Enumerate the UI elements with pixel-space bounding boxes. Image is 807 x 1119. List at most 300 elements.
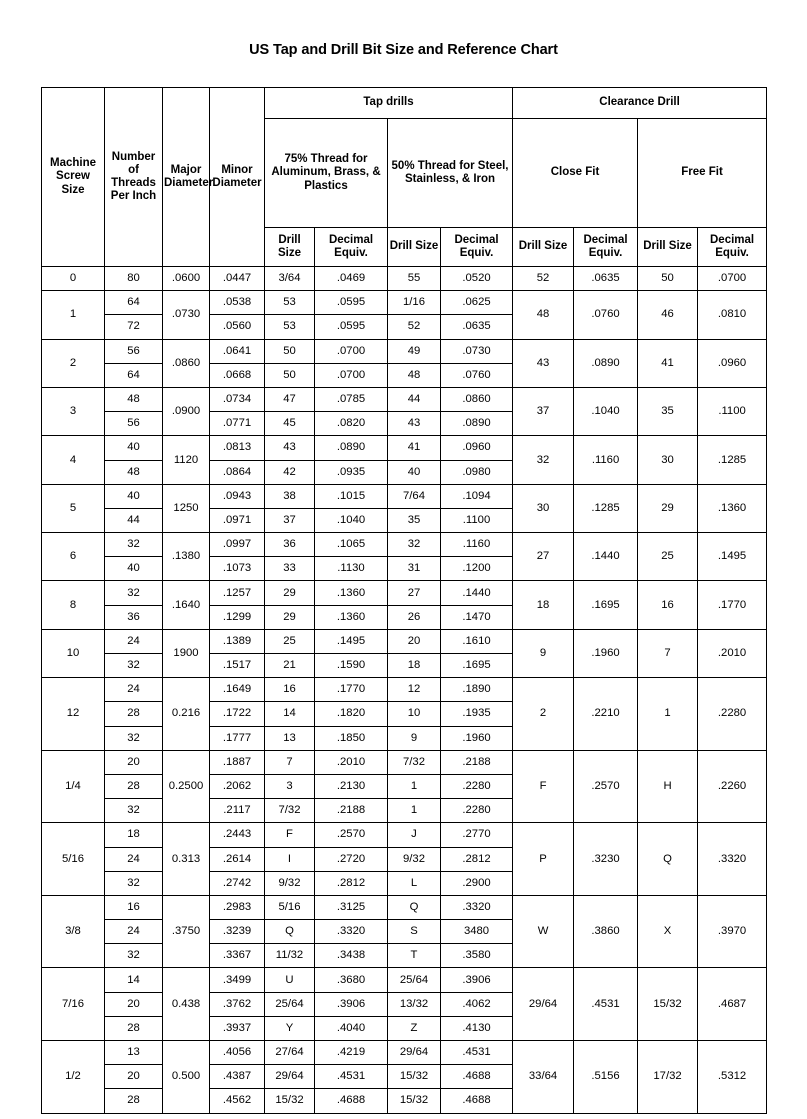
cell-machine-screw-size: 8	[42, 581, 105, 629]
cell-decimal-equiv-50: .0635	[441, 315, 513, 339]
cell-drill-size-50: 1/16	[388, 291, 441, 315]
cell-free-fit-drill-size: 41	[638, 339, 698, 387]
cell-drill-size-75: 9/32	[265, 871, 315, 895]
cell-decimal-equiv-75: .1820	[315, 702, 388, 726]
header-major-diameter: Major Diameter	[163, 88, 210, 267]
cell-decimal-equiv-50: .1960	[441, 726, 513, 750]
cell-free-fit-drill-size: Q	[638, 823, 698, 896]
cell-free-fit-decimal-equiv: .3970	[698, 895, 767, 968]
cell-close-fit-decimal-equiv: .2570	[574, 750, 638, 823]
cell-drill-size-75: 50	[265, 339, 315, 363]
cell-decimal-equiv-75: .2010	[315, 750, 388, 774]
cell-drill-size-50: 20	[388, 629, 441, 653]
cell-drill-size-75: 29/64	[265, 1065, 315, 1089]
cell-threads-per-inch: 40	[105, 484, 163, 508]
table-row	[42, 533, 767, 557]
header-decimal-equiv-free: Decimal Equiv.	[698, 228, 767, 267]
cell-decimal-equiv-75: .3438	[315, 944, 388, 968]
cell-machine-screw-size: 1/4	[42, 750, 105, 823]
cell-decimal-equiv-50: .1200	[441, 557, 513, 581]
cell-minor-diameter: .4056	[210, 1041, 265, 1065]
cell-threads-per-inch: 80	[105, 267, 163, 291]
cell-drill-size-75: 11/32	[265, 944, 315, 968]
cell-minor-diameter: .0641	[210, 339, 265, 363]
cell-minor-diameter: .3239	[210, 920, 265, 944]
cell-minor-diameter: .0560	[210, 315, 265, 339]
table-row	[42, 823, 767, 847]
cell-decimal-equiv-50: .1695	[441, 654, 513, 678]
cell-drill-size-75: U	[265, 968, 315, 992]
cell-threads-per-inch: 32	[105, 726, 163, 750]
cell-minor-diameter: .1722	[210, 702, 265, 726]
cell-drill-size-75: 42	[265, 460, 315, 484]
cell-decimal-equiv-75: .0700	[315, 363, 388, 387]
cell-major-diameter: 0.438	[163, 968, 210, 1041]
cell-threads-per-inch: 20	[105, 1065, 163, 1089]
cell-minor-diameter: .0943	[210, 484, 265, 508]
cell-decimal-equiv-75: .0469	[315, 267, 388, 291]
table-row	[42, 895, 767, 919]
cell-minor-diameter: .0813	[210, 436, 265, 460]
cell-threads-per-inch: 72	[105, 315, 163, 339]
cell-threads-per-inch: 64	[105, 291, 163, 315]
table-row	[42, 1041, 767, 1065]
cell-close-fit-drill-size: 33/64	[513, 1041, 574, 1114]
cell-drill-size-75: 50	[265, 363, 315, 387]
cell-decimal-equiv-50: .4688	[441, 1089, 513, 1113]
cell-drill-size-50: 48	[388, 363, 441, 387]
table-row	[42, 339, 767, 363]
cell-decimal-equiv-75: .1360	[315, 581, 388, 605]
cell-decimal-equiv-75: .0595	[315, 315, 388, 339]
cell-drill-size-75: 14	[265, 702, 315, 726]
cell-drill-size-50: J	[388, 823, 441, 847]
cell-decimal-equiv-75: .1040	[315, 508, 388, 532]
cell-drill-size-50: 9	[388, 726, 441, 750]
cell-minor-diameter: .0734	[210, 387, 265, 411]
cell-machine-screw-size: 4	[42, 436, 105, 484]
cell-free-fit-drill-size: 30	[638, 436, 698, 484]
cell-decimal-equiv-75: .3320	[315, 920, 388, 944]
cell-machine-screw-size: 1	[42, 291, 105, 339]
cell-drill-size-50: 15/32	[388, 1089, 441, 1113]
cell-minor-diameter: .4562	[210, 1089, 265, 1113]
cell-decimal-equiv-50: .0625	[441, 291, 513, 315]
cell-drill-size-50: 29/64	[388, 1041, 441, 1065]
cell-minor-diameter: .0447	[210, 267, 265, 291]
cell-free-fit-decimal-equiv: .3320	[698, 823, 767, 896]
cell-free-fit-drill-size: 29	[638, 484, 698, 532]
cell-threads-per-inch: 20	[105, 750, 163, 774]
cell-close-fit-drill-size: 48	[513, 291, 574, 339]
cell-decimal-equiv-75: .1590	[315, 654, 388, 678]
cell-machine-screw-size: 12	[42, 678, 105, 751]
table-row	[42, 750, 767, 774]
cell-close-fit-decimal-equiv: .1160	[574, 436, 638, 484]
cell-threads-per-inch: 32	[105, 581, 163, 605]
cell-drill-size-75: 38	[265, 484, 315, 508]
cell-machine-screw-size: 7/16	[42, 968, 105, 1041]
cell-threads-per-inch: 16	[105, 895, 163, 919]
cell-decimal-equiv-50: .2188	[441, 750, 513, 774]
cell-decimal-equiv-75: .3680	[315, 968, 388, 992]
cell-close-fit-drill-size: 18	[513, 581, 574, 629]
header-decimal-equiv-75: Decimal Equiv.	[315, 228, 388, 267]
cell-decimal-equiv-75: .1015	[315, 484, 388, 508]
cell-drill-size-75: 3/64	[265, 267, 315, 291]
cell-close-fit-decimal-equiv: .1285	[574, 484, 638, 532]
cell-close-fit-drill-size: 29/64	[513, 968, 574, 1041]
cell-minor-diameter: .1389	[210, 629, 265, 653]
cell-decimal-equiv-75: .3125	[315, 895, 388, 919]
cell-drill-size-50: 27	[388, 581, 441, 605]
cell-decimal-equiv-75: .4219	[315, 1041, 388, 1065]
header-decimal-equiv-50: Decimal Equiv.	[441, 228, 513, 267]
cell-drill-size-75: 47	[265, 387, 315, 411]
cell-threads-per-inch: 32	[105, 944, 163, 968]
table-row	[42, 291, 767, 315]
cell-drill-size-50: Z	[388, 1016, 441, 1040]
cell-major-diameter: 0.2500	[163, 750, 210, 823]
cell-close-fit-decimal-equiv: .0890	[574, 339, 638, 387]
cell-minor-diameter: .1649	[210, 678, 265, 702]
cell-minor-diameter: .2443	[210, 823, 265, 847]
cell-decimal-equiv-75: .1360	[315, 605, 388, 629]
cell-minor-diameter: .0864	[210, 460, 265, 484]
cell-drill-size-75: 16	[265, 678, 315, 702]
cell-drill-size-75: 5/16	[265, 895, 315, 919]
cell-decimal-equiv-50: .0860	[441, 387, 513, 411]
cell-decimal-equiv-75: .0820	[315, 412, 388, 436]
header-group-clearance-drill: Clearance Drill	[513, 88, 767, 119]
header-drill-size-75: Drill Size	[265, 228, 315, 267]
cell-decimal-equiv-50: .1610	[441, 629, 513, 653]
cell-drill-size-50: 13/32	[388, 992, 441, 1016]
cell-decimal-equiv-75: .2188	[315, 799, 388, 823]
cell-decimal-equiv-75: .1850	[315, 726, 388, 750]
cell-free-fit-drill-size: 46	[638, 291, 698, 339]
cell-drill-size-50: 7/64	[388, 484, 441, 508]
cell-decimal-equiv-75: .1130	[315, 557, 388, 581]
cell-minor-diameter: .1299	[210, 605, 265, 629]
cell-minor-diameter: .2614	[210, 847, 265, 871]
cell-threads-per-inch: 20	[105, 992, 163, 1016]
header-drill-size-close: Drill Size	[513, 228, 574, 267]
cell-threads-per-inch: 28	[105, 1089, 163, 1113]
cell-decimal-equiv-50: .2280	[441, 799, 513, 823]
cell-threads-per-inch: 28	[105, 702, 163, 726]
cell-decimal-equiv-75: .3906	[315, 992, 388, 1016]
cell-decimal-equiv-75: .2570	[315, 823, 388, 847]
cell-close-fit-decimal-equiv: .5156	[574, 1041, 638, 1114]
cell-threads-per-inch: 24	[105, 920, 163, 944]
cell-close-fit-drill-size: 32	[513, 436, 574, 484]
cell-free-fit-decimal-equiv: .2280	[698, 678, 767, 751]
cell-free-fit-drill-size: H	[638, 750, 698, 823]
cell-decimal-equiv-75: .4040	[315, 1016, 388, 1040]
cell-drill-size-50: 32	[388, 533, 441, 557]
cell-decimal-equiv-50: .0960	[441, 436, 513, 460]
cell-threads-per-inch: 13	[105, 1041, 163, 1065]
cell-minor-diameter: .0997	[210, 533, 265, 557]
cell-drill-size-50: 43	[388, 412, 441, 436]
cell-minor-diameter: .3367	[210, 944, 265, 968]
cell-threads-per-inch: 44	[105, 508, 163, 532]
cell-close-fit-drill-size: 27	[513, 533, 574, 581]
cell-drill-size-50: 12	[388, 678, 441, 702]
cell-drill-size-75: 3	[265, 774, 315, 798]
cell-drill-size-75: F	[265, 823, 315, 847]
header-threads-per-inch: Number of Threads Per Inch	[105, 88, 163, 267]
cell-drill-size-75: 25	[265, 629, 315, 653]
cell-major-diameter: .1640	[163, 581, 210, 629]
header-decimal-equiv-close: Decimal Equiv.	[574, 228, 638, 267]
cell-close-fit-drill-size: 2	[513, 678, 574, 751]
cell-minor-diameter: .3499	[210, 968, 265, 992]
cell-free-fit-decimal-equiv: .1770	[698, 581, 767, 629]
cell-drill-size-50: 44	[388, 387, 441, 411]
cell-major-diameter: 0.313	[163, 823, 210, 896]
cell-drill-size-50: 52	[388, 315, 441, 339]
header-75-percent-thread: 75% Thread for Aluminum, Brass, & Plastics	[265, 119, 388, 228]
cell-decimal-equiv-50: .1440	[441, 581, 513, 605]
header-close-fit: Close Fit	[513, 119, 638, 228]
cell-free-fit-decimal-equiv: .2260	[698, 750, 767, 823]
cell-decimal-equiv-75: .1065	[315, 533, 388, 557]
cell-minor-diameter: .1777	[210, 726, 265, 750]
cell-free-fit-decimal-equiv: .5312	[698, 1041, 767, 1114]
cell-threads-per-inch: 32	[105, 871, 163, 895]
cell-decimal-equiv-50: .1890	[441, 678, 513, 702]
cell-close-fit-drill-size: 30	[513, 484, 574, 532]
cell-decimal-equiv-75: .0890	[315, 436, 388, 460]
cell-major-diameter: 1120	[163, 436, 210, 484]
cell-free-fit-decimal-equiv: .4687	[698, 968, 767, 1041]
cell-drill-size-50: 26	[388, 605, 441, 629]
cell-drill-size-50: Q	[388, 895, 441, 919]
cell-close-fit-decimal-equiv: .3860	[574, 895, 638, 968]
cell-major-diameter: 1250	[163, 484, 210, 532]
cell-drill-size-75: 15/32	[265, 1089, 315, 1113]
cell-decimal-equiv-50: .4130	[441, 1016, 513, 1040]
cell-decimal-equiv-75: .1770	[315, 678, 388, 702]
cell-decimal-equiv-50: .1100	[441, 508, 513, 532]
cell-drill-size-75: 45	[265, 412, 315, 436]
cell-drill-size-75: 7/32	[265, 799, 315, 823]
cell-threads-per-inch: 64	[105, 363, 163, 387]
cell-close-fit-drill-size: 9	[513, 629, 574, 677]
cell-close-fit-decimal-equiv: .4531	[574, 968, 638, 1041]
cell-close-fit-drill-size: 52	[513, 267, 574, 291]
header-50-percent-thread: 50% Thread for Steel, Stainless, & Iron	[388, 119, 513, 228]
cell-close-fit-decimal-equiv: .1440	[574, 533, 638, 581]
cell-drill-size-75: 33	[265, 557, 315, 581]
cell-decimal-equiv-50: .1935	[441, 702, 513, 726]
cell-free-fit-drill-size: 17/32	[638, 1041, 698, 1114]
cell-free-fit-decimal-equiv: .1360	[698, 484, 767, 532]
table-row	[42, 581, 767, 605]
cell-free-fit-drill-size: 35	[638, 387, 698, 435]
cell-drill-size-75: 29	[265, 605, 315, 629]
cell-decimal-equiv-50: .2900	[441, 871, 513, 895]
cell-drill-size-50: 10	[388, 702, 441, 726]
cell-major-diameter: .0600	[163, 267, 210, 291]
table-body	[42, 267, 767, 1114]
cell-threads-per-inch: 32	[105, 533, 163, 557]
cell-decimal-equiv-75: .2812	[315, 871, 388, 895]
cell-close-fit-decimal-equiv: .3230	[574, 823, 638, 896]
cell-decimal-equiv-75: .4531	[315, 1065, 388, 1089]
cell-close-fit-drill-size: F	[513, 750, 574, 823]
cell-major-diameter: .1380	[163, 533, 210, 581]
cell-minor-diameter: .1073	[210, 557, 265, 581]
cell-close-fit-decimal-equiv: .1695	[574, 581, 638, 629]
cell-close-fit-drill-size: P	[513, 823, 574, 896]
cell-threads-per-inch: 14	[105, 968, 163, 992]
cell-machine-screw-size: 3	[42, 387, 105, 435]
cell-drill-size-75: 27/64	[265, 1041, 315, 1065]
cell-drill-size-75: I	[265, 847, 315, 871]
cell-drill-size-75: 7	[265, 750, 315, 774]
cell-drill-size-75: Y	[265, 1016, 315, 1040]
cell-minor-diameter: .1257	[210, 581, 265, 605]
cell-drill-size-75: 37	[265, 508, 315, 532]
cell-machine-screw-size: 5	[42, 484, 105, 532]
cell-decimal-equiv-50: .1094	[441, 484, 513, 508]
cell-decimal-equiv-50: .0730	[441, 339, 513, 363]
header-drill-size-50: Drill Size	[388, 228, 441, 267]
cell-drill-size-50: 35	[388, 508, 441, 532]
cell-close-fit-decimal-equiv: .0635	[574, 267, 638, 291]
cell-drill-size-50: 9/32	[388, 847, 441, 871]
cell-major-diameter: .3750	[163, 895, 210, 968]
cell-machine-screw-size: 10	[42, 629, 105, 677]
cell-free-fit-drill-size: 7	[638, 629, 698, 677]
cell-decimal-equiv-50: .2812	[441, 847, 513, 871]
cell-decimal-equiv-50: .0890	[441, 412, 513, 436]
cell-threads-per-inch: 36	[105, 605, 163, 629]
cell-close-fit-decimal-equiv: .0760	[574, 291, 638, 339]
cell-drill-size-50: 49	[388, 339, 441, 363]
header-free-fit: Free Fit	[638, 119, 767, 228]
cell-free-fit-decimal-equiv: .1495	[698, 533, 767, 581]
cell-machine-screw-size: 3/8	[42, 895, 105, 968]
cell-close-fit-drill-size: 37	[513, 387, 574, 435]
cell-decimal-equiv-50: .4062	[441, 992, 513, 1016]
cell-minor-diameter: .1517	[210, 654, 265, 678]
cell-drill-size-50: L	[388, 871, 441, 895]
table-row	[42, 267, 767, 291]
cell-drill-size-75: 53	[265, 291, 315, 315]
table-row	[42, 678, 767, 702]
cell-minor-diameter: .0538	[210, 291, 265, 315]
table-row	[42, 387, 767, 411]
cell-drill-size-50: 15/32	[388, 1065, 441, 1089]
cell-free-fit-decimal-equiv: .1100	[698, 387, 767, 435]
cell-close-fit-drill-size: 43	[513, 339, 574, 387]
cell-drill-size-50: 1	[388, 799, 441, 823]
cell-threads-per-inch: 24	[105, 629, 163, 653]
cell-decimal-equiv-50: .1470	[441, 605, 513, 629]
cell-threads-per-inch: 48	[105, 460, 163, 484]
cell-decimal-equiv-50: .0520	[441, 267, 513, 291]
cell-free-fit-decimal-equiv: .0810	[698, 291, 767, 339]
cell-decimal-equiv-75: .0700	[315, 339, 388, 363]
cell-major-diameter: .0730	[163, 291, 210, 339]
cell-decimal-equiv-50: .1160	[441, 533, 513, 557]
cell-decimal-equiv-50: .3320	[441, 895, 513, 919]
cell-major-diameter: .0860	[163, 339, 210, 387]
cell-drill-size-50: T	[388, 944, 441, 968]
cell-close-fit-drill-size: W	[513, 895, 574, 968]
cell-threads-per-inch: 56	[105, 412, 163, 436]
cell-decimal-equiv-50: .3906	[441, 968, 513, 992]
tap-drill-reference-table	[41, 87, 767, 1114]
cell-drill-size-50: 18	[388, 654, 441, 678]
cell-minor-diameter: .3762	[210, 992, 265, 1016]
cell-threads-per-inch: 40	[105, 557, 163, 581]
cell-close-fit-decimal-equiv: .1960	[574, 629, 638, 677]
cell-decimal-equiv-50: .0980	[441, 460, 513, 484]
cell-threads-per-inch: 24	[105, 847, 163, 871]
cell-minor-diameter: .2117	[210, 799, 265, 823]
cell-free-fit-decimal-equiv: .0960	[698, 339, 767, 387]
cell-major-diameter: 1900	[163, 629, 210, 677]
cell-threads-per-inch: 18	[105, 823, 163, 847]
cell-drill-size-50: S	[388, 920, 441, 944]
cell-free-fit-drill-size: 25	[638, 533, 698, 581]
table-row	[42, 968, 767, 992]
cell-minor-diameter: .3937	[210, 1016, 265, 1040]
cell-threads-per-inch: 32	[105, 654, 163, 678]
cell-free-fit-drill-size: X	[638, 895, 698, 968]
cell-threads-per-inch: 32	[105, 799, 163, 823]
header-group-tap-drills: Tap drills	[265, 88, 513, 119]
cell-free-fit-drill-size: 16	[638, 581, 698, 629]
cell-decimal-equiv-75: .0595	[315, 291, 388, 315]
table-header	[42, 88, 767, 267]
cell-close-fit-decimal-equiv: .2210	[574, 678, 638, 751]
cell-minor-diameter: .2742	[210, 871, 265, 895]
cell-drill-size-75: 25/64	[265, 992, 315, 1016]
cell-drill-size-75: 13	[265, 726, 315, 750]
cell-free-fit-drill-size: 1	[638, 678, 698, 751]
cell-decimal-equiv-75: .1495	[315, 629, 388, 653]
cell-threads-per-inch: 40	[105, 436, 163, 460]
cell-free-fit-decimal-equiv: .2010	[698, 629, 767, 677]
table-row	[42, 436, 767, 460]
table-row	[42, 484, 767, 508]
page-title: US Tap and Drill Bit Size and Reference Chart	[249, 42, 558, 58]
cell-free-fit-decimal-equiv: .0700	[698, 267, 767, 291]
cell-decimal-equiv-50: .2770	[441, 823, 513, 847]
cell-threads-per-inch: 48	[105, 387, 163, 411]
cell-major-diameter: .0900	[163, 387, 210, 435]
table-row	[42, 629, 767, 653]
cell-threads-per-inch: 28	[105, 774, 163, 798]
cell-drill-size-75: 29	[265, 581, 315, 605]
cell-machine-screw-size: 5/16	[42, 823, 105, 896]
cell-decimal-equiv-50: .0760	[441, 363, 513, 387]
cell-minor-diameter: .0771	[210, 412, 265, 436]
cell-free-fit-drill-size: 15/32	[638, 968, 698, 1041]
cell-free-fit-drill-size: 50	[638, 267, 698, 291]
header-drill-size-free: Drill Size	[638, 228, 698, 267]
cell-machine-screw-size: 1/2	[42, 1041, 105, 1114]
header-row-groups	[42, 88, 767, 119]
cell-major-diameter: 0.216	[163, 678, 210, 751]
cell-drill-size-50: 31	[388, 557, 441, 581]
